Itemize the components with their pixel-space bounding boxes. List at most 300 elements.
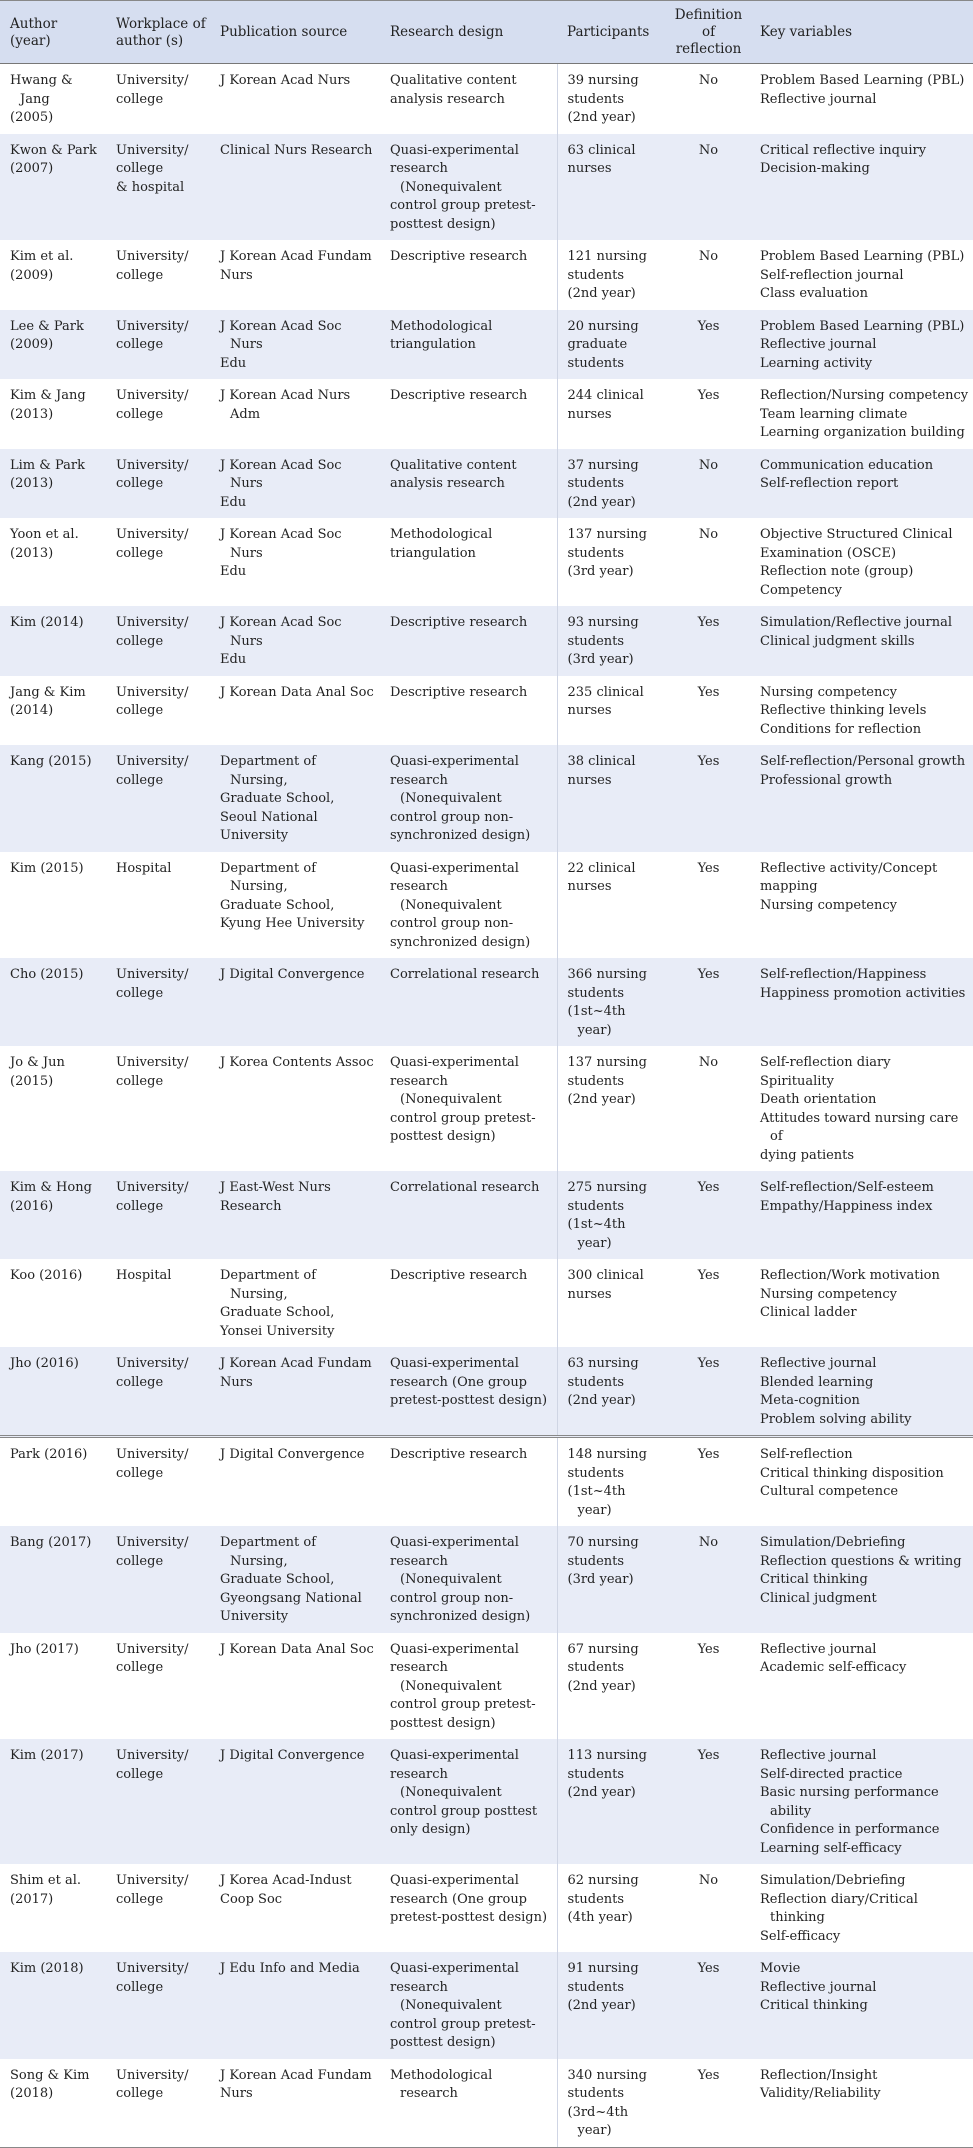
author-cell (0, 1739, 106, 1864)
definition-cell: Yes (697, 1641, 720, 1657)
author-line: Kim et al. (10, 249, 74, 264)
variables-line: Reflection/Insight (760, 2067, 878, 2083)
participants-cell (557, 852, 667, 959)
workplace-line: college (116, 1660, 164, 1675)
variables-line: Problem Based Learning (PBL) (760, 318, 965, 334)
participants-cell (557, 1633, 667, 1740)
variables-line: Self-reflection/Self-esteem (760, 1180, 934, 1195)
author-cell (0, 449, 106, 519)
table-row (0, 606, 973, 676)
design-line: pretest-posttest design) (390, 1910, 548, 1925)
design-cell (380, 1739, 557, 1864)
workplace-line: University/ (116, 754, 189, 769)
design-line: triangulation (390, 337, 476, 352)
design-line: Qualitative content (390, 73, 517, 88)
author-cell (0, 676, 106, 746)
design-cell (380, 676, 557, 746)
author-line: Koo (2016) (10, 1268, 83, 1283)
source-line: J Korea Contents Assoc (220, 1055, 374, 1070)
source-line: Clinical Nurs Research (220, 142, 373, 158)
table-row (0, 64, 973, 134)
source-cell (210, 1437, 380, 1527)
design-line: posttest design) (390, 1129, 496, 1144)
author-line: Song & Kim (10, 2067, 90, 2083)
variables-line: Basic nursing performance ability (760, 1785, 939, 1819)
participants-line: students (567, 2086, 625, 2101)
participants-line: students (567, 1374, 625, 1390)
design-line: research (Nonequivalent (390, 1979, 502, 2013)
variables-cell (750, 64, 973, 134)
workplace-cell (106, 1739, 210, 1864)
workplace-line: University/ (116, 1055, 189, 1070)
design-cell (380, 1171, 557, 1259)
source-line: Graduate School, (220, 1572, 335, 1587)
participants-cell (557, 958, 667, 1046)
source-line: Department of Nursing, (220, 1268, 317, 1302)
definition-cell: No (667, 1526, 750, 1633)
table-row (0, 852, 973, 959)
participants-line: (1st~4th year) (567, 1484, 626, 1518)
participants-line: 63 clinical (567, 142, 636, 158)
author-line: Hwang & Jang (10, 73, 73, 107)
author-cell (0, 1526, 106, 1633)
workplace-cell (106, 852, 210, 959)
source-cell (210, 1046, 380, 1171)
participants-line: (3rd year) (567, 564, 634, 579)
participants-cell (557, 1526, 667, 1633)
workplace-line: college (116, 1766, 164, 1782)
table-row (0, 1437, 973, 1527)
workplace-line: college (116, 985, 164, 1001)
definition-cell: No (698, 1873, 719, 1888)
source-line: J Korean Data Anal Soc (220, 1641, 374, 1657)
workplace-cell (106, 1171, 210, 1259)
participants-line: (2nd year) (567, 110, 636, 125)
definition-cell: Yes (667, 2059, 750, 2148)
participants-cell (557, 134, 667, 241)
author-cell (0, 1437, 106, 1527)
source-line: Coop Soc (220, 1891, 283, 1907)
author-line: (2007) (10, 161, 54, 176)
design-line: Methodological (390, 527, 493, 542)
design-line: control group pretest- (390, 198, 536, 213)
author-cell (0, 1347, 106, 1437)
workplace-cell (106, 310, 210, 380)
participants-line: (2nd year) (567, 1998, 636, 2013)
workplace-line: University/ (116, 967, 189, 982)
design-line: Quasi-experimental (390, 1535, 519, 1550)
variables-line: Nursing competency (760, 684, 897, 700)
variables-line: Spirituality (760, 1073, 834, 1089)
workplace-line: University/ (116, 1180, 189, 1195)
participants-line: 275 nursing (567, 1180, 647, 1195)
workplace-line: University/ (116, 142, 189, 158)
table-row (0, 1526, 973, 1633)
variables-line: Critical thinking (760, 1572, 868, 1587)
workplace-line: University/ (116, 2067, 189, 2083)
participants-line: students (567, 1979, 625, 1995)
table-row (0, 1739, 973, 1864)
table-row (0, 449, 973, 519)
author-cell (0, 64, 106, 134)
variables-line: Professional growth (760, 772, 893, 788)
variables-line: Confidence in performance (760, 1822, 940, 1837)
source-cell (210, 852, 380, 959)
design-cell (380, 1952, 557, 2059)
variables-cell (750, 745, 973, 852)
author-cell (0, 134, 106, 241)
source-line: J Digital Convergence (220, 967, 365, 982)
participants-line: 22 clinical (567, 860, 636, 876)
source-line: J East-West Nurs (220, 1180, 331, 1195)
design-cell (380, 852, 557, 959)
variables-line: Team learning climate (760, 406, 908, 422)
table-row (0, 1259, 973, 1347)
workplace-cell (106, 449, 210, 519)
workplace-cell (106, 518, 210, 606)
table-row (0, 2059, 973, 2148)
variables-line: Reflective journal (760, 1641, 877, 1657)
design-line: research (Nonequivalent (390, 1660, 502, 1694)
variables-line: Nursing competency (760, 1286, 897, 1302)
source-line: Edu (220, 652, 247, 667)
design-line: only design) (390, 1822, 471, 1837)
workplace-line: University/ (116, 1641, 189, 1657)
author-line: Kim (2018) (10, 1961, 84, 1976)
workplace-line: University/ (116, 73, 189, 88)
variables-cell (750, 1864, 973, 1952)
participants-line: 62 nursing (567, 1873, 639, 1888)
author-line: Kim & Hong (10, 1180, 92, 1195)
variables-line: Blended learning (760, 1374, 874, 1390)
variables-line: Simulation/Debriefing (760, 1535, 906, 1550)
variables-line: Reflective journal (760, 91, 877, 107)
table-row (0, 676, 973, 746)
participants-cell (557, 745, 667, 852)
variables-cell (750, 1171, 973, 1259)
author-line: (2009) (10, 337, 54, 352)
header-row (0, 1, 973, 64)
source-line: Graduate School, (220, 897, 335, 913)
workplace-cell (106, 1046, 210, 1171)
participants-cell (557, 1259, 667, 1347)
workplace-line: college (116, 267, 164, 283)
design-cell (380, 1526, 557, 1633)
participants-line: 148 nursing (567, 1447, 647, 1462)
author-line: (2018) (10, 2086, 54, 2101)
design-line: Quasi-experimental (390, 1961, 519, 1976)
participants-cell (557, 676, 667, 746)
table-row (0, 310, 973, 380)
variables-line: Reflective journal (760, 1356, 877, 1371)
participants-cell (557, 1437, 667, 1527)
variables-cell (750, 518, 973, 606)
source-line: J Korean Acad Soc Nurs (220, 318, 342, 352)
definition-cell: Yes (697, 684, 720, 700)
author-line: Kang (2015) (10, 754, 92, 769)
participants-cell (557, 449, 667, 519)
definition-cell: Yes (667, 958, 750, 1046)
participants-line: 300 clinical (567, 1268, 644, 1283)
workplace-cell (106, 1437, 210, 1527)
source-cell (210, 1633, 380, 1740)
design-cell (380, 1437, 557, 1527)
participants-line: 37 nursing (567, 457, 639, 473)
participants-line: students (567, 476, 625, 491)
participants-line: 340 nursing (567, 2067, 647, 2083)
variables-line: Self-reflection (760, 1447, 853, 1462)
participants-line: (1st~4th year) (567, 1004, 626, 1038)
variables-line: Reflection questions & writing (760, 1553, 962, 1569)
author-cell (0, 1259, 106, 1347)
variables-cell (750, 1347, 973, 1437)
workplace-line: college (116, 545, 164, 561)
participants-cell (557, 1347, 667, 1437)
source-line: Nurs (220, 1374, 253, 1390)
design-line: research (Nonequivalent (390, 1073, 502, 1107)
source-cell (210, 2059, 380, 2148)
table-row (0, 379, 973, 449)
participants-line: students (567, 633, 625, 649)
source-line: J Digital Convergence (220, 1447, 365, 1462)
design-cell (380, 958, 557, 1046)
design-cell (380, 240, 557, 310)
participants-cell (557, 2059, 667, 2148)
workplace-cell (106, 134, 210, 241)
workplace-line: college (116, 1465, 164, 1481)
design-line: Quasi-experimental (390, 1873, 519, 1888)
source-line: J Korean Acad Nurs Adm (220, 388, 351, 422)
participants-cell (557, 606, 667, 676)
participants-line: 67 nursing (567, 1641, 639, 1657)
source-cell (210, 134, 380, 241)
workplace-cell (106, 1633, 210, 1740)
workplace-line: college (116, 1198, 164, 1214)
variables-line: Reflective journal (760, 1748, 877, 1763)
participants-line: nurses (567, 703, 612, 718)
design-line: Descriptive research (390, 249, 528, 264)
design-cell (380, 134, 557, 241)
design-cell (380, 379, 557, 449)
participants-line: 137 nursing (567, 1055, 647, 1070)
participants-line: (2nd year) (567, 1393, 636, 1408)
participants-line: (2nd year) (567, 1785, 636, 1800)
source-cell (210, 240, 380, 310)
table-row (0, 1347, 973, 1437)
variables-line: Decision-making (760, 161, 870, 176)
definition-cell: Yes (667, 1347, 750, 1437)
table-row (0, 958, 973, 1046)
variables-line: Reflection diary/Critical thinking (760, 1891, 918, 1925)
participants-line: students (567, 545, 625, 561)
source-line: J Edu Info and Media (220, 1961, 360, 1976)
definition-cell: No (667, 134, 750, 241)
participants-cell (557, 1739, 667, 1864)
variables-line: Cultural competence (760, 1484, 899, 1499)
design-cell (380, 64, 557, 134)
variables-cell (750, 958, 973, 1046)
workplace-line: University/ (116, 318, 189, 334)
design-line: research (Nonequivalent (390, 1553, 502, 1587)
participants-line: 137 nursing (567, 527, 647, 542)
author-cell (0, 310, 106, 380)
workplace-line: University/ (116, 457, 189, 473)
workplace-line: college (116, 1891, 164, 1907)
variables-cell (750, 1437, 973, 1527)
source-line: J Korean Data Anal Soc (220, 684, 374, 700)
source-cell (210, 1952, 380, 2059)
design-cell (380, 1864, 557, 1952)
participants-line: 70 nursing (567, 1535, 639, 1550)
workplace-line: University/ (116, 1447, 189, 1462)
variables-cell (750, 449, 973, 519)
author-line: Jang & Kim (10, 684, 86, 700)
participants-line: nurses (567, 161, 612, 176)
participants-line: 39 nursing (567, 73, 639, 88)
variables-cell (750, 1046, 973, 1171)
source-line: Department of Nursing, (220, 860, 317, 894)
participants-line: 244 clinical (567, 388, 644, 403)
header-design: Research design (380, 1, 557, 64)
table-row (0, 240, 973, 310)
author-line: Bang (2017) (10, 1535, 92, 1550)
variables-cell (750, 1952, 973, 2059)
workplace-line: Hospital (116, 860, 172, 876)
workplace-line: University/ (116, 527, 189, 542)
source-line: University (220, 1609, 289, 1624)
source-cell (210, 1259, 380, 1347)
design-line: research (One group (390, 1374, 528, 1390)
source-line: Graduate School, (220, 1305, 335, 1320)
header-author: Author (year) (0, 1, 106, 64)
source-cell (210, 379, 380, 449)
author-line: Kwon & Park (10, 142, 97, 158)
author-cell (0, 958, 106, 1046)
design-line: control group pretest- (390, 1110, 536, 1126)
variables-line: Examination (OSCE) (760, 545, 897, 561)
author-line: (2013) (10, 406, 54, 422)
workplace-line: University/ (116, 1535, 189, 1550)
participants-line: students (567, 1198, 625, 1214)
participants-line: nurses (567, 879, 612, 894)
design-line: Descriptive research (390, 615, 528, 630)
variables-line: Reflection note (group) (760, 564, 914, 579)
variables-line: Attitudes toward nursing care of (760, 1110, 959, 1144)
variables-cell (750, 852, 973, 959)
participants-line: 91 nursing (567, 1961, 639, 1976)
workplace-cell (106, 1526, 210, 1633)
participants-line: (3rd~4th year) (567, 2104, 629, 2138)
author-cell (0, 606, 106, 676)
design-line: control group non- (390, 1590, 514, 1606)
workplace-line: college (116, 703, 164, 718)
variables-line: Simulation/Debriefing (760, 1873, 906, 1888)
design-cell (380, 2059, 557, 2148)
design-line: Quasi-experimental (390, 142, 519, 158)
participants-cell (557, 310, 667, 380)
design-line: Quasi-experimental (390, 1641, 519, 1657)
variables-cell (750, 240, 973, 310)
author-line: Jho (2017) (10, 1641, 79, 1657)
source-cell (210, 745, 380, 852)
table-header (0, 1, 973, 64)
variables-line: Self-reflection/Happiness (760, 967, 927, 982)
author-line: (2016) (10, 1198, 54, 1214)
source-line: J Digital Convergence (220, 1748, 365, 1763)
design-line: Descriptive research (390, 684, 528, 700)
source-cell (210, 1526, 380, 1633)
workplace-cell (106, 64, 210, 134)
source-line: J Korean Acad Fundam (220, 2067, 372, 2083)
variables-line: Problem Based Learning (PBL) (760, 249, 965, 264)
variables-line: Clinical judgment (760, 1590, 877, 1606)
variables-line: Clinical ladder (760, 1305, 857, 1320)
participants-line: students (567, 1553, 625, 1569)
author-cell (0, 379, 106, 449)
participants-line: 235 clinical (567, 684, 644, 700)
author-line: Lim & Park (10, 457, 85, 473)
design-cell (380, 1347, 557, 1437)
variables-cell (750, 606, 973, 676)
design-line: Methodological (390, 318, 493, 334)
variables-line: Self-directed practice (760, 1766, 903, 1782)
participants-line: nurses (567, 406, 612, 422)
participants-cell (557, 518, 667, 606)
variables-line: Learning activity (760, 355, 873, 371)
variables-cell (750, 2059, 973, 2148)
design-line: synchronized design) (390, 934, 531, 950)
design-line: Descriptive research (390, 1268, 528, 1283)
source-line: Seoul National (220, 809, 318, 825)
variables-line: Conditions for reflection (760, 721, 922, 737)
author-line: (2005) (10, 110, 54, 125)
author-line: Shim et al. (10, 1873, 81, 1888)
design-line: Descriptive research (390, 388, 528, 403)
design-cell (380, 1259, 557, 1347)
author-cell (0, 1633, 106, 1740)
table-row (0, 1952, 973, 2059)
variables-line: Critical thinking disposition (760, 1465, 944, 1481)
definition-cell: No (667, 449, 750, 519)
variables-line: Reflective journal (760, 1979, 877, 1995)
participants-line: 20 nursing (567, 318, 639, 334)
design-line: pretest-posttest design) (390, 1393, 548, 1408)
table-row (0, 134, 973, 241)
author-line: (2015) (10, 1073, 54, 1089)
design-line: control group pretest- (390, 2016, 536, 2032)
author-line: Kim (2015) (10, 860, 84, 876)
participants-line: (2nd year) (567, 494, 636, 510)
author-line: Lee & Park (10, 318, 84, 334)
participants-line: (2nd year) (567, 286, 636, 301)
variables-line: Happiness promotion activities (760, 985, 966, 1001)
author-line: (2013) (10, 545, 54, 561)
participants-line: students (567, 1891, 625, 1907)
source-line: Gyeongsang National (220, 1590, 362, 1606)
design-line: control group pretest- (390, 1697, 536, 1712)
participants-cell (557, 379, 667, 449)
participants-line: (3rd year) (567, 1572, 634, 1587)
table-row (0, 518, 973, 606)
workplace-line: University/ (116, 388, 189, 403)
definition-cell: Yes (667, 606, 750, 676)
variables-line: Reflective activity/Concept (760, 860, 938, 876)
source-line: Kyung Hee University (220, 916, 365, 931)
workplace-cell (106, 1347, 210, 1437)
design-cell (380, 310, 557, 380)
source-line: J Korean Acad Soc Nurs (220, 457, 342, 491)
author-cell (0, 1952, 106, 2059)
